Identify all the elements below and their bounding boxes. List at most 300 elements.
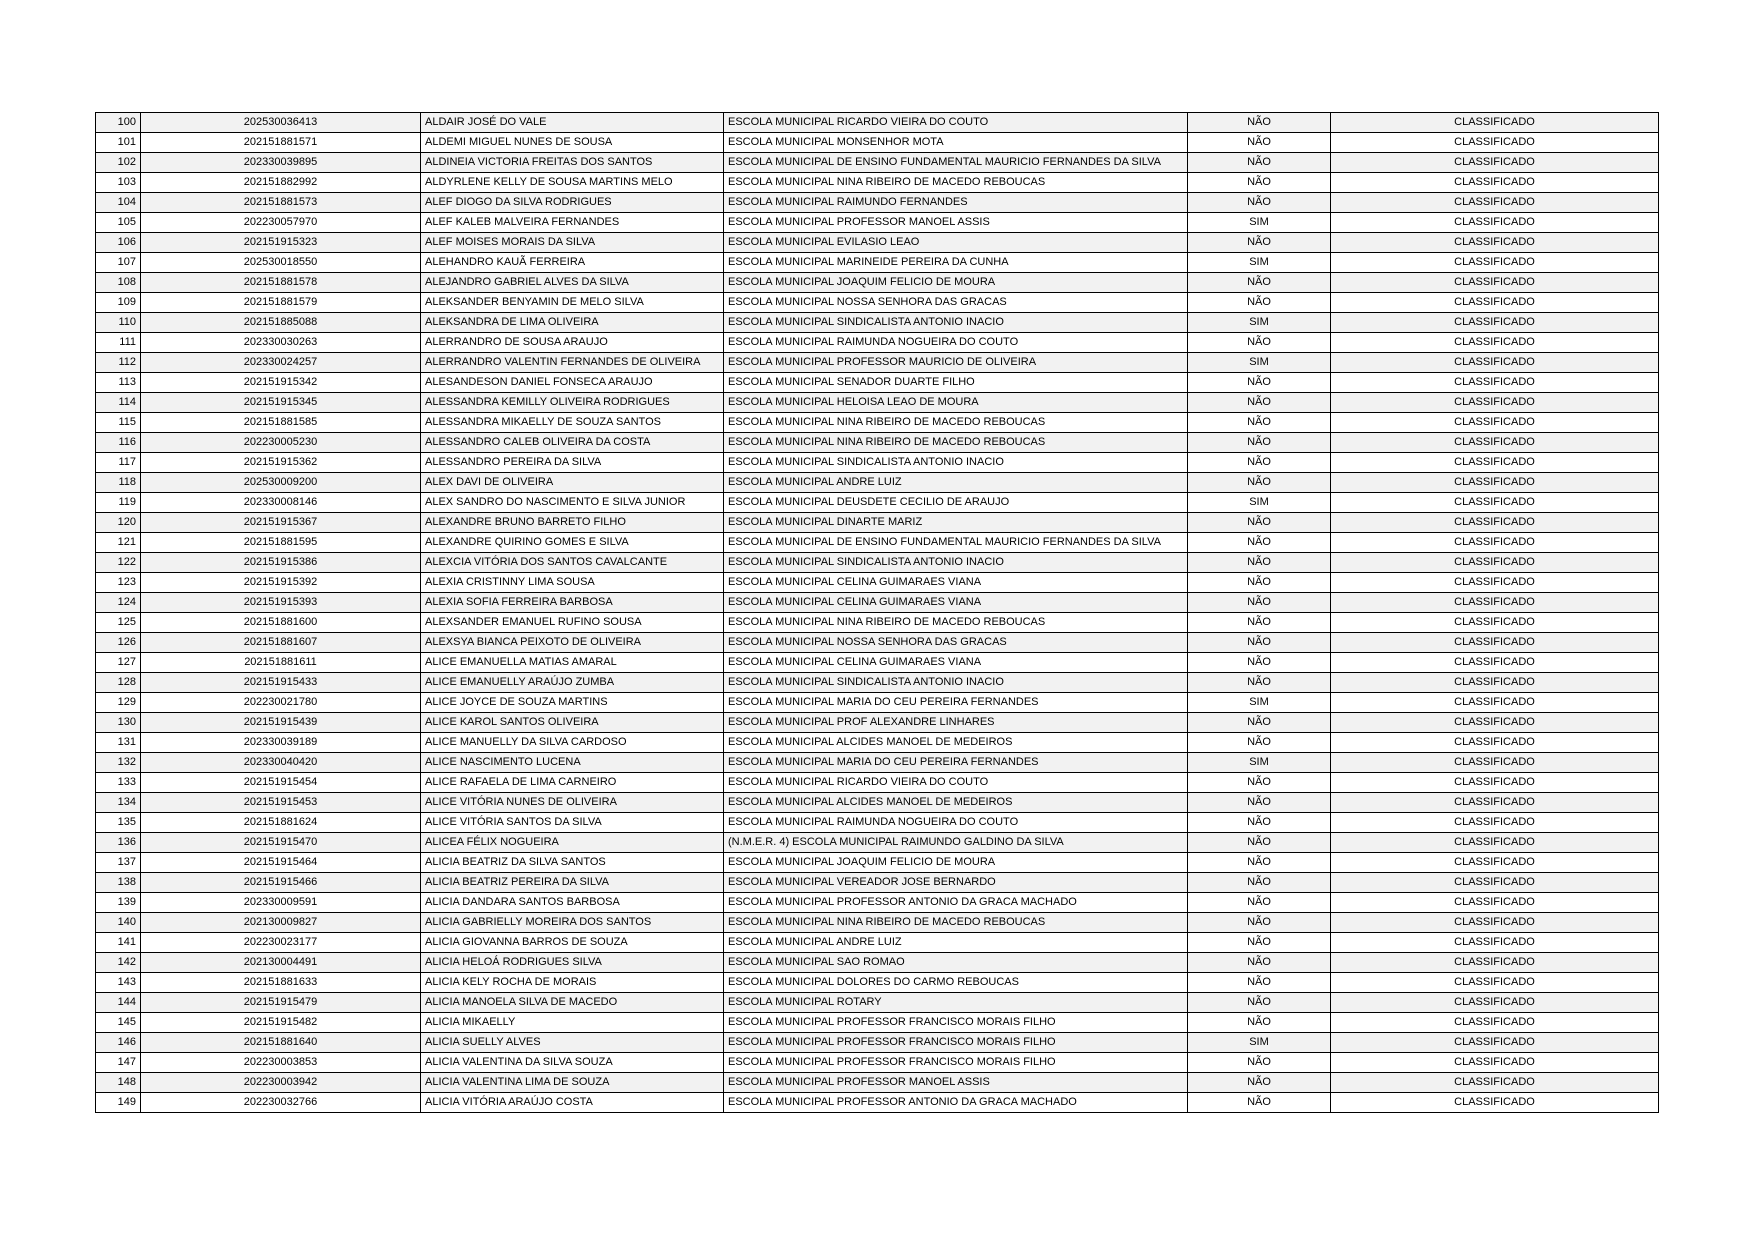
sim-nao-cell: NÃO (1188, 413, 1331, 433)
student-id-cell: 202151915392 (141, 573, 421, 593)
student-id-cell: 202530018550 (141, 253, 421, 273)
student-name-cell: ALEXANDRE BRUNO BARRETO FILHO (421, 513, 724, 533)
sim-nao-cell: NÃO (1188, 293, 1331, 313)
sim-nao-cell: NÃO (1188, 573, 1331, 593)
student-id-cell: 202151881600 (141, 613, 421, 633)
school-cell: ESCOLA MUNICIPAL DINARTE MARIZ (724, 513, 1188, 533)
student-id-cell: 202130009827 (141, 913, 421, 933)
school-cell: ESCOLA MUNICIPAL MARINEIDE PEREIRA DA CUNHA (724, 253, 1188, 273)
table-row (96, 433, 1659, 453)
school-cell: ESCOLA MUNICIPAL ROTARY (724, 993, 1188, 1013)
student-id-cell: 202151881595 (141, 533, 421, 553)
status-cell: CLASSIFICADO (1331, 873, 1659, 893)
student-id-cell: 202151881585 (141, 413, 421, 433)
student-id-cell: 202151881607 (141, 633, 421, 653)
student-name-cell: ALICE MANUELLY DA SILVA CARDOSO (421, 733, 724, 753)
status-cell: CLASSIFICADO (1331, 473, 1659, 493)
row-number-cell: 147 (96, 1053, 141, 1073)
table-row (96, 313, 1659, 333)
sim-nao-cell: NÃO (1188, 673, 1331, 693)
student-name-cell: ALICIA GIOVANNA BARROS DE SOUZA (421, 933, 724, 953)
row-number-cell: 109 (96, 293, 141, 313)
student-name-cell: ALEJANDRO GABRIEL ALVES DA SILVA (421, 273, 724, 293)
row-number-cell: 126 (96, 633, 141, 653)
school-cell: ESCOLA MUNICIPAL PROFESSOR MANOEL ASSIS (724, 1073, 1188, 1093)
student-name-cell: ALICE NASCIMENTO LUCENA (421, 753, 724, 773)
student-id-cell: 202151915470 (141, 833, 421, 853)
student-id-cell: 202151881579 (141, 293, 421, 313)
sim-nao-cell: NÃO (1188, 593, 1331, 613)
status-cell: CLASSIFICADO (1331, 833, 1659, 853)
row-number-cell: 130 (96, 713, 141, 733)
table-row (96, 1053, 1659, 1073)
student-id-cell: 202151915386 (141, 553, 421, 573)
status-cell: CLASSIFICADO (1331, 313, 1659, 333)
sim-nao-cell: SIM (1188, 213, 1331, 233)
row-number-cell: 141 (96, 933, 141, 953)
status-cell: CLASSIFICADO (1331, 213, 1659, 233)
sim-nao-cell: NÃO (1188, 793, 1331, 813)
school-cell: ESCOLA MUNICIPAL DE ENSINO FUNDAMENTAL MAURICIO FERNANDES DA SILVA (724, 153, 1188, 173)
school-cell: ESCOLA MUNICIPAL ANDRE LUIZ (724, 933, 1188, 953)
table-row (96, 353, 1659, 373)
school-cell: ESCOLA MUNICIPAL SAO ROMAO (724, 953, 1188, 973)
sim-nao-cell: NÃO (1188, 733, 1331, 753)
table-row (96, 893, 1659, 913)
sim-nao-cell: NÃO (1188, 713, 1331, 733)
student-name-cell: ALESSANDRO CALEB OLIVEIRA DA COSTA (421, 433, 724, 453)
school-cell: ESCOLA MUNICIPAL NOSSA SENHORA DAS GRACAS (724, 293, 1188, 313)
status-cell: CLASSIFICADO (1331, 493, 1659, 513)
sim-nao-cell: NÃO (1188, 453, 1331, 473)
table-row (96, 293, 1659, 313)
student-id-cell: 202230003942 (141, 1073, 421, 1093)
school-cell: ESCOLA MUNICIPAL RAIMUNDA NOGUEIRA DO COUTO (724, 333, 1188, 353)
status-cell: CLASSIFICADO (1331, 753, 1659, 773)
student-id-cell: 202330009591 (141, 893, 421, 913)
row-number-cell: 111 (96, 333, 141, 353)
student-id-cell: 202230057970 (141, 213, 421, 233)
sim-nao-cell: SIM (1188, 693, 1331, 713)
student-id-cell: 202151881573 (141, 193, 421, 213)
row-number-cell: 108 (96, 273, 141, 293)
school-cell: ESCOLA MUNICIPAL SINDICALISTA ANTONIO INACIO (724, 453, 1188, 473)
table-row (96, 853, 1659, 873)
sim-nao-cell: NÃO (1188, 433, 1331, 453)
sim-nao-cell: NÃO (1188, 953, 1331, 973)
sim-nao-cell: NÃO (1188, 613, 1331, 633)
table-row (96, 793, 1659, 813)
student-name-cell: ALERRANDRO DE SOUSA ARAUJO (421, 333, 724, 353)
status-cell: CLASSIFICADO (1331, 1033, 1659, 1053)
student-name-cell: ALDAIR JOSÉ DO VALE (421, 113, 724, 133)
status-cell: CLASSIFICADO (1331, 173, 1659, 193)
status-cell: CLASSIFICADO (1331, 733, 1659, 753)
status-cell: CLASSIFICADO (1331, 333, 1659, 353)
table-row (96, 713, 1659, 733)
student-id-cell: 202151915323 (141, 233, 421, 253)
sim-nao-cell: NÃO (1188, 633, 1331, 653)
school-cell: ESCOLA MUNICIPAL PROF ALEXANDRE LINHARES (724, 713, 1188, 733)
student-id-cell: 202151915393 (141, 593, 421, 613)
student-name-cell: ALICIA HELOÁ RODRIGUES SILVA (421, 953, 724, 973)
table-row (96, 933, 1659, 953)
status-cell: CLASSIFICADO (1331, 693, 1659, 713)
sim-nao-cell: NÃO (1188, 893, 1331, 913)
school-cell: ESCOLA MUNICIPAL PROFESSOR ANTONIO DA GRACA MACHADO (724, 893, 1188, 913)
student-id-cell: 202151915479 (141, 993, 421, 1013)
student-id-cell: 202151915342 (141, 373, 421, 393)
status-cell: CLASSIFICADO (1331, 393, 1659, 413)
sim-nao-cell: NÃO (1188, 873, 1331, 893)
school-cell: ESCOLA MUNICIPAL ALCIDES MANOEL DE MEDEIROS (724, 733, 1188, 753)
row-number-cell: 149 (96, 1093, 141, 1113)
student-id-cell: 202151915466 (141, 873, 421, 893)
student-name-cell: ALEF MOISES MORAIS DA SILVA (421, 233, 724, 253)
school-cell: ESCOLA MUNICIPAL ANDRE LUIZ (724, 473, 1188, 493)
school-cell: ESCOLA MUNICIPAL SINDICALISTA ANTONIO INACIO (724, 553, 1188, 573)
status-cell: CLASSIFICADO (1331, 713, 1659, 733)
student-id-cell: 202151881640 (141, 1033, 421, 1053)
status-cell: CLASSIFICADO (1331, 153, 1659, 173)
school-cell: ESCOLA MUNICIPAL NINA RIBEIRO DE MACEDO REBOUCAS (724, 913, 1188, 933)
student-id-cell: 202230021780 (141, 693, 421, 713)
row-number-cell: 105 (96, 213, 141, 233)
student-name-cell: ALEXIA CRISTINNY LIMA SOUSA (421, 573, 724, 593)
student-id-cell: 202130004491 (141, 953, 421, 973)
row-number-cell: 136 (96, 833, 141, 853)
table-row (96, 213, 1659, 233)
row-number-cell: 140 (96, 913, 141, 933)
table-row (96, 173, 1659, 193)
student-name-cell: ALEHANDRO KAUÃ FERREIRA (421, 253, 724, 273)
row-number-cell: 100 (96, 113, 141, 133)
row-number-cell: 104 (96, 193, 141, 213)
status-cell: CLASSIFICADO (1331, 413, 1659, 433)
table-row (96, 273, 1659, 293)
status-cell: CLASSIFICADO (1331, 813, 1659, 833)
student-name-cell: ALESSANDRO PEREIRA DA SILVA (421, 453, 724, 473)
student-name-cell: ALICIA SUELLY ALVES (421, 1033, 724, 1053)
student-id-cell: 202330039189 (141, 733, 421, 753)
student-name-cell: ALEKSANDER BENYAMIN DE MELO SILVA (421, 293, 724, 313)
table-row (96, 233, 1659, 253)
row-number-cell: 103 (96, 173, 141, 193)
student-id-cell: 202330040420 (141, 753, 421, 773)
sim-nao-cell: NÃO (1188, 1073, 1331, 1093)
sim-nao-cell: NÃO (1188, 1053, 1331, 1073)
table-row (96, 693, 1659, 713)
status-cell: CLASSIFICADO (1331, 273, 1659, 293)
sim-nao-cell: NÃO (1188, 393, 1331, 413)
table-row (96, 133, 1659, 153)
student-id-cell: 202230023177 (141, 933, 421, 953)
table-row (96, 533, 1659, 553)
row-number-cell: 121 (96, 533, 141, 553)
sim-nao-cell: NÃO (1188, 773, 1331, 793)
student-id-cell: 202151881578 (141, 273, 421, 293)
table-row (96, 453, 1659, 473)
school-cell: ESCOLA MUNICIPAL PROFESSOR MANOEL ASSIS (724, 213, 1188, 233)
table-row (96, 813, 1659, 833)
student-name-cell: ALICIA BEATRIZ DA SILVA SANTOS (421, 853, 724, 873)
student-id-cell: 202151915482 (141, 1013, 421, 1033)
student-id-cell: 202151881633 (141, 973, 421, 993)
student-name-cell: ALDEMI MIGUEL NUNES DE SOUSA (421, 133, 724, 153)
status-cell: CLASSIFICADO (1331, 293, 1659, 313)
school-cell: ESCOLA MUNICIPAL HELOISA LEAO DE MOURA (724, 393, 1188, 413)
status-cell: CLASSIFICADO (1331, 533, 1659, 553)
table-row (96, 1033, 1659, 1053)
row-number-cell: 112 (96, 353, 141, 373)
school-cell: ESCOLA MUNICIPAL JOAQUIM FELICIO DE MOURA (724, 853, 1188, 873)
row-number-cell: 118 (96, 473, 141, 493)
student-id-cell: 202151915439 (141, 713, 421, 733)
school-cell: ESCOLA MUNICIPAL SINDICALISTA ANTONIO INACIO (724, 673, 1188, 693)
school-cell: ESCOLA MUNICIPAL MONSENHOR MOTA (724, 133, 1188, 153)
student-name-cell: ALEXANDRE QUIRINO GOMES E SILVA (421, 533, 724, 553)
status-cell: CLASSIFICADO (1331, 993, 1659, 1013)
status-cell: CLASSIFICADO (1331, 253, 1659, 273)
status-cell: CLASSIFICADO (1331, 513, 1659, 533)
school-cell: ESCOLA MUNICIPAL NOSSA SENHORA DAS GRACAS (724, 633, 1188, 653)
status-cell: CLASSIFICADO (1331, 353, 1659, 373)
student-name-cell: ALICE VITÓRIA NUNES DE OLIVEIRA (421, 793, 724, 813)
student-name-cell: ALEX SANDRO DO NASCIMENTO E SILVA JUNIOR (421, 493, 724, 513)
sim-nao-cell: SIM (1188, 493, 1331, 513)
status-cell: CLASSIFICADO (1331, 953, 1659, 973)
student-id-cell: 202151915367 (141, 513, 421, 533)
student-name-cell: ALEXCIA VITÓRIA DOS SANTOS CAVALCANTE (421, 553, 724, 573)
table-row (96, 993, 1659, 1013)
row-number-cell: 113 (96, 373, 141, 393)
sim-nao-cell: NÃO (1188, 173, 1331, 193)
table-row (96, 393, 1659, 413)
school-cell: ESCOLA MUNICIPAL SINDICALISTA ANTONIO INACIO (724, 313, 1188, 333)
sim-nao-cell: SIM (1188, 753, 1331, 773)
table-row (96, 473, 1659, 493)
row-number-cell: 148 (96, 1073, 141, 1093)
classification-table-body (96, 113, 1659, 1113)
status-cell: CLASSIFICADO (1331, 573, 1659, 593)
school-cell: ESCOLA MUNICIPAL MARIA DO CEU PEREIRA FERNANDES (724, 693, 1188, 713)
table-row (96, 373, 1659, 393)
sim-nao-cell: NÃO (1188, 993, 1331, 1013)
student-name-cell: ALICE JOYCE DE SOUZA MARTINS (421, 693, 724, 713)
table-row (96, 653, 1659, 673)
table-row (96, 513, 1659, 533)
row-number-cell: 119 (96, 493, 141, 513)
school-cell: ESCOLA MUNICIPAL CELINA GUIMARAES VIANA (724, 653, 1188, 673)
table-row (96, 153, 1659, 173)
student-name-cell: ALEF DIOGO DA SILVA RODRIGUES (421, 193, 724, 213)
status-cell: CLASSIFICADO (1331, 633, 1659, 653)
student-id-cell: 202151915345 (141, 393, 421, 413)
row-number-cell: 134 (96, 793, 141, 813)
sim-nao-cell: NÃO (1188, 653, 1331, 673)
student-name-cell: ALESSANDRA KEMILLY OLIVEIRA RODRIGUES (421, 393, 724, 413)
table-row (96, 1073, 1659, 1093)
student-id-cell: 202151881624 (141, 813, 421, 833)
status-cell: CLASSIFICADO (1331, 1013, 1659, 1033)
row-number-cell: 115 (96, 413, 141, 433)
sim-nao-cell: NÃO (1188, 513, 1331, 533)
school-cell: ESCOLA MUNICIPAL EVILASIO LEAO (724, 233, 1188, 253)
student-name-cell: ALDINEIA VICTORIA FREITAS DOS SANTOS (421, 153, 724, 173)
table-row (96, 773, 1659, 793)
school-cell: ESCOLA MUNICIPAL PROFESSOR ANTONIO DA GRACA MACHADO (724, 1093, 1188, 1113)
student-name-cell: ALICIA GABRIELLY MOREIRA DOS SANTOS (421, 913, 724, 933)
row-number-cell: 135 (96, 813, 141, 833)
student-name-cell: ALICIA MIKAELLY (421, 1013, 724, 1033)
status-cell: CLASSIFICADO (1331, 853, 1659, 873)
row-number-cell: 138 (96, 873, 141, 893)
row-number-cell: 101 (96, 133, 141, 153)
school-cell: ESCOLA MUNICIPAL RICARDO VIEIRA DO COUTO (724, 773, 1188, 793)
student-id-cell: 202151915464 (141, 853, 421, 873)
table-row (96, 673, 1659, 693)
status-cell: CLASSIFICADO (1331, 1093, 1659, 1113)
student-name-cell: ALICEA FÉLIX NOGUEIRA (421, 833, 724, 853)
sim-nao-cell: NÃO (1188, 533, 1331, 553)
school-cell: ESCOLA MUNICIPAL VEREADOR JOSE BERNARDO (724, 873, 1188, 893)
school-cell: ESCOLA MUNICIPAL PROFESSOR FRANCISCO MORAIS FILHO (724, 1053, 1188, 1073)
row-number-cell: 143 (96, 973, 141, 993)
status-cell: CLASSIFICADO (1331, 673, 1659, 693)
table-row (96, 1093, 1659, 1113)
table-row (96, 613, 1659, 633)
row-number-cell: 124 (96, 593, 141, 613)
student-id-cell: 202151915362 (141, 453, 421, 473)
status-cell: CLASSIFICADO (1331, 553, 1659, 573)
student-id-cell: 202151881571 (141, 133, 421, 153)
row-number-cell: 146 (96, 1033, 141, 1053)
student-id-cell: 202151915454 (141, 773, 421, 793)
student-id-cell: 202151915453 (141, 793, 421, 813)
sim-nao-cell: NÃO (1188, 833, 1331, 853)
status-cell: CLASSIFICADO (1331, 193, 1659, 213)
row-number-cell: 131 (96, 733, 141, 753)
sim-nao-cell: NÃO (1188, 333, 1331, 353)
student-name-cell: ALICIA DANDARA SANTOS BARBOSA (421, 893, 724, 913)
student-name-cell: ALICIA KELY ROCHA DE MORAIS (421, 973, 724, 993)
sim-nao-cell: NÃO (1188, 813, 1331, 833)
sim-nao-cell: NÃO (1188, 193, 1331, 213)
school-cell: ESCOLA MUNICIPAL RAIMUNDO FERNANDES (724, 193, 1188, 213)
row-number-cell: 132 (96, 753, 141, 773)
student-name-cell: ALICIA VALENTINA DA SILVA SOUZA (421, 1053, 724, 1073)
sim-nao-cell: SIM (1188, 353, 1331, 373)
row-number-cell: 106 (96, 233, 141, 253)
status-cell: CLASSIFICADO (1331, 773, 1659, 793)
student-name-cell: ALICE KAROL SANTOS OLIVEIRA (421, 713, 724, 733)
school-cell: ESCOLA MUNICIPAL PROFESSOR FRANCISCO MORAIS FILHO (724, 1013, 1188, 1033)
school-cell: ESCOLA MUNICIPAL MARIA DO CEU PEREIRA FERNANDES (724, 753, 1188, 773)
row-number-cell: 144 (96, 993, 141, 1013)
school-cell: ESCOLA MUNICIPAL SENADOR DUARTE FILHO (724, 373, 1188, 393)
sim-nao-cell: NÃO (1188, 1093, 1331, 1113)
row-number-cell: 122 (96, 553, 141, 573)
row-number-cell: 107 (96, 253, 141, 273)
school-cell: ESCOLA MUNICIPAL DOLORES DO CARMO REBOUCAS (724, 973, 1188, 993)
sim-nao-cell: NÃO (1188, 373, 1331, 393)
school-cell: ESCOLA MUNICIPAL NINA RIBEIRO DE MACEDO REBOUCAS (724, 613, 1188, 633)
student-name-cell: ALICIA BEATRIZ PEREIRA DA SILVA (421, 873, 724, 893)
student-id-cell: 202151881611 (141, 653, 421, 673)
student-name-cell: ALDYRLENE KELLY DE SOUSA MARTINS MELO (421, 173, 724, 193)
school-cell: ESCOLA MUNICIPAL ALCIDES MANOEL DE MEDEIROS (724, 793, 1188, 813)
student-name-cell: ALEKSANDRA DE LIMA OLIVEIRA (421, 313, 724, 333)
sim-nao-cell: SIM (1188, 1033, 1331, 1053)
school-cell: ESCOLA MUNICIPAL PROFESSOR MAURICIO DE OLIVEIRA (724, 353, 1188, 373)
student-id-cell: 202151915433 (141, 673, 421, 693)
student-id-cell: 202230003853 (141, 1053, 421, 1073)
school-cell: ESCOLA MUNICIPAL DEUSDETE CECILIO DE ARAUJO (724, 493, 1188, 513)
status-cell: CLASSIFICADO (1331, 653, 1659, 673)
table-row (96, 1013, 1659, 1033)
status-cell: CLASSIFICADO (1331, 793, 1659, 813)
school-cell: ESCOLA MUNICIPAL RICARDO VIEIRA DO COUTO (724, 113, 1188, 133)
table-row (96, 493, 1659, 513)
school-cell: (N.M.E.R. 4) ESCOLA MUNICIPAL RAIMUNDO GALDINO DA SILVA (724, 833, 1188, 853)
sim-nao-cell: NÃO (1188, 933, 1331, 953)
student-id-cell: 202151885088 (141, 313, 421, 333)
row-number-cell: 129 (96, 693, 141, 713)
school-cell: ESCOLA MUNICIPAL CELINA GUIMARAES VIANA (724, 573, 1188, 593)
status-cell: CLASSIFICADO (1331, 453, 1659, 473)
status-cell: CLASSIFICADO (1331, 113, 1659, 133)
table-row (96, 953, 1659, 973)
status-cell: CLASSIFICADO (1331, 933, 1659, 953)
sim-nao-cell: NÃO (1188, 113, 1331, 133)
row-number-cell: 145 (96, 1013, 141, 1033)
table-row (96, 753, 1659, 773)
status-cell: CLASSIFICADO (1331, 893, 1659, 913)
row-number-cell: 110 (96, 313, 141, 333)
sim-nao-cell: NÃO (1188, 153, 1331, 173)
table-row (96, 553, 1659, 573)
sim-nao-cell: NÃO (1188, 273, 1331, 293)
sim-nao-cell: NÃO (1188, 133, 1331, 153)
student-name-cell: ALICE RAFAELA DE LIMA CARNEIRO (421, 773, 724, 793)
student-id-cell: 202330024257 (141, 353, 421, 373)
row-number-cell: 133 (96, 773, 141, 793)
status-cell: CLASSIFICADO (1331, 1053, 1659, 1073)
table-row (96, 193, 1659, 213)
school-cell: ESCOLA MUNICIPAL RAIMUNDA NOGUEIRA DO COUTO (724, 813, 1188, 833)
row-number-cell: 137 (96, 853, 141, 873)
student-id-cell: 202330039895 (141, 153, 421, 173)
sim-nao-cell: NÃO (1188, 473, 1331, 493)
student-id-cell: 202530009200 (141, 473, 421, 493)
student-id-cell: 202151882992 (141, 173, 421, 193)
student-name-cell: ALEX DAVI DE OLIVEIRA (421, 473, 724, 493)
table-row (96, 333, 1659, 353)
sim-nao-cell: NÃO (1188, 553, 1331, 573)
student-name-cell: ALICE EMANUELLY ARAÚJO ZUMBA (421, 673, 724, 693)
student-id-cell: 202330030263 (141, 333, 421, 353)
table-row (96, 253, 1659, 273)
status-cell: CLASSIFICADO (1331, 133, 1659, 153)
sim-nao-cell: NÃO (1188, 233, 1331, 253)
student-name-cell: ALEXSANDER EMANUEL RUFINO SOUSA (421, 613, 724, 633)
row-number-cell: 117 (96, 453, 141, 473)
student-name-cell: ALERRANDRO VALENTIN FERNANDES DE OLIVEIRA (421, 353, 724, 373)
sim-nao-cell: NÃO (1188, 1013, 1331, 1033)
sim-nao-cell: NÃO (1188, 973, 1331, 993)
table-row (96, 833, 1659, 853)
student-id-cell: 202530036413 (141, 113, 421, 133)
